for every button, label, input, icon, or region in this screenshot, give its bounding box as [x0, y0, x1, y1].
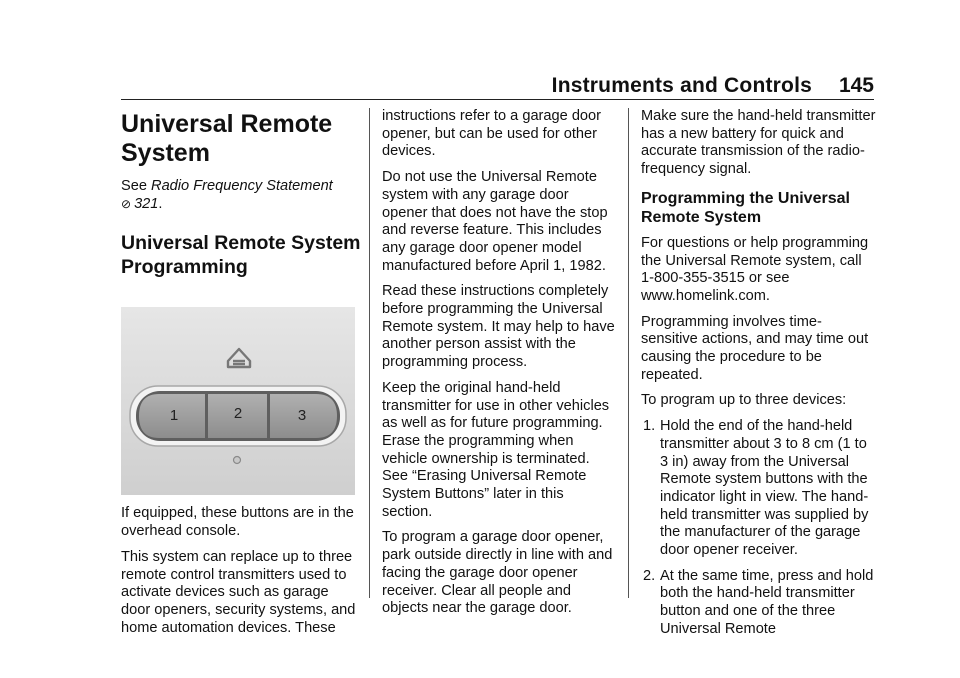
body-paragraph: This system can replace up to three remote control transmitters used to activate devices such as garage door openers, security systems, and home automation devices. These: [121, 548, 356, 636]
header-rule: [121, 99, 874, 100]
column-3: [641, 108, 877, 647]
column-divider-1: [369, 108, 370, 598]
see-link-text[interactable]: Radio Frequency Statement: [151, 178, 333, 194]
body-paragraph: Make sure the hand-held transmitter has a new battery for quick and accurate transmission of the radio-frequency signal.: [641, 108, 876, 178]
overhead-console-figure: [121, 307, 355, 495]
indicator-light-icon: [234, 457, 241, 464]
subheading: Programming the Universal Remote System: [641, 189, 850, 226]
page-number: 145: [838, 74, 874, 97]
column-2: [382, 108, 618, 626]
column-1: [121, 108, 361, 645]
button-2-label: 2: [233, 405, 243, 423]
list-item: [641, 418, 877, 560]
see-reference: [121, 178, 361, 213]
page-ref-icon: ⊘: [121, 196, 132, 211]
body-paragraph: instructions refer to a garage door opener, but can be used for other devices.: [382, 108, 602, 160]
step-text: At the same time, press and hold both the hand-held transmitter button and one of the three Universal Remote: [660, 567, 874, 637]
body-paragraph: Read these instructions completely before programming the Universal Remote system. It may help to have another person assist with the programming process.: [382, 283, 615, 371]
see-page-ref[interactable]: 321: [134, 195, 159, 212]
body-paragraph: To program up to three devices:: [641, 392, 847, 409]
body-paragraph: Keep the original hand-held transmitter for use in other vehicles as well as for future programming. Erase the programming when vehicle ownership is terminated. See “Erasing Universal Remote System Buttons” later in this section.: [382, 379, 610, 520]
body-paragraph: If equipped, these buttons are in the overhead console.: [121, 505, 354, 540]
section-title: Instruments and Controls: [551, 74, 812, 97]
page-header: [0, 0, 960, 100]
programming-heading: Universal Remote System Programming: [121, 232, 361, 279]
step-number: 1.: [643, 418, 656, 435]
button-panel-illustration: [121, 307, 355, 495]
see-prefix: See: [121, 178, 152, 194]
step-text: Hold the end of the hand-held transmitter about 3 to 8 cm (1 to 3 in) away from the Universal Remote system buttons with the indicator light in view. The hand-held transmitter was supplied by the manufacturer of the garage door opener receiver.: [660, 418, 869, 559]
button-3-label: 3: [297, 407, 307, 425]
button-1-label: 1: [169, 407, 179, 425]
see-period: .: [158, 195, 163, 212]
body-paragraph: Programming involves time-sensitive actions, and may time out causing the procedure to be repeated.: [641, 313, 869, 383]
list-item: [641, 568, 877, 639]
step-number: 2.: [643, 567, 656, 584]
main-heading: Universal Remote System: [121, 110, 333, 167]
body-paragraph: For questions or help programming the Universal Remote system, call 1-800-355-3515 or see www.homelink.com.: [641, 234, 869, 304]
steps-list: [641, 418, 877, 638]
body-paragraph: Do not use the Universal Remote system with any garage door opener that does not have the stop and reverse feature. This includes any garage door opener model manufactured before April 1, 1982.: [382, 169, 608, 274]
column-divider-2: [628, 108, 629, 598]
body-paragraph: To program a garage door opener, park outside directly in line with and facing the garage door opener receiver. Clear all people and objects near the garage door.: [382, 529, 613, 617]
